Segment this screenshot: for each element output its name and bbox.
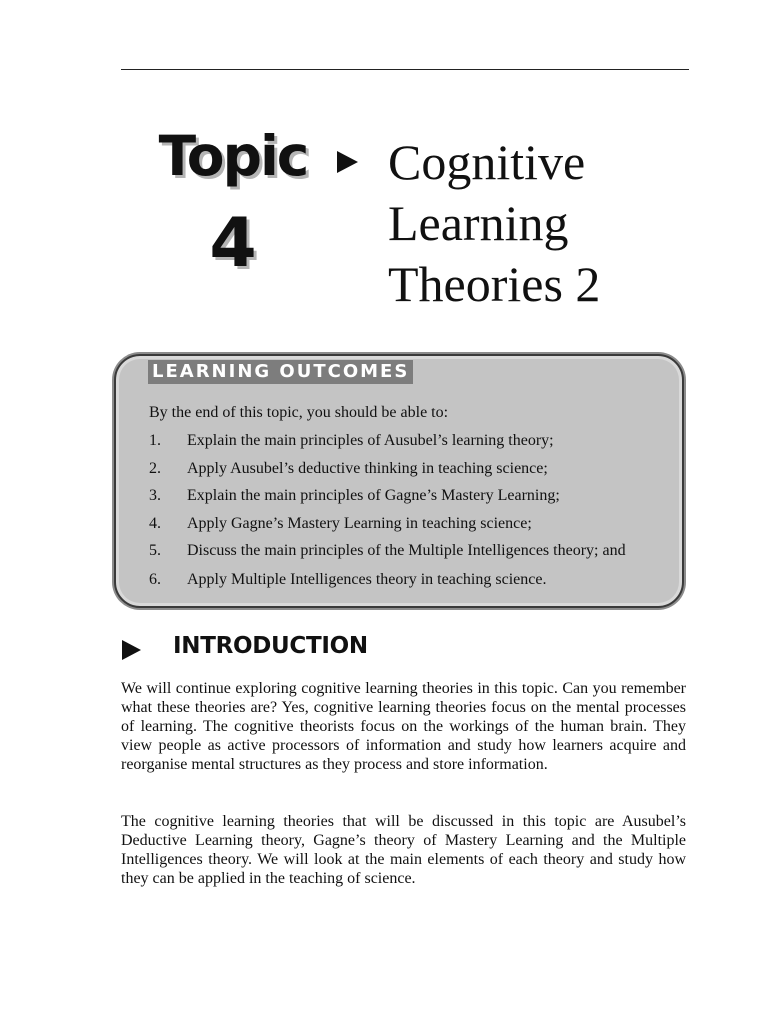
outcome-item [149, 432, 554, 450]
outcome-number: 1. [149, 432, 161, 449]
outcome-text: Discuss the main principles of the Multiple Intelligences theory; and [187, 542, 626, 559]
topic-label: Topic [158, 124, 308, 188]
outcome-text: Explain the main principles of Ausubel’s learning theory; [187, 432, 554, 449]
outcome-number: 6. [149, 571, 161, 588]
outcome-number: 4. [149, 515, 161, 532]
outcome-item [149, 487, 560, 505]
outcome-item [149, 571, 546, 589]
outcome-text: Explain the main principles of Gagne’s Mastery Learning; [187, 487, 560, 504]
learning-outcomes-box [114, 354, 684, 608]
chapter-title-line: Learning [388, 195, 569, 251]
outcome-item [149, 460, 548, 478]
learning-outcomes-intro: By the end of this topic, you should be able to: [149, 404, 449, 421]
outcome-item [149, 515, 532, 533]
chapter-title-line: Theories 2 [388, 256, 601, 312]
chapter-title-line: Cognitive [388, 134, 586, 190]
outcome-text: Apply Ausubel’s deductive thinking in teaching science; [187, 460, 548, 477]
topic-number: 4 [209, 204, 257, 283]
outcome-item [149, 542, 626, 560]
introduction-heading: INTRODUCTION [173, 633, 368, 659]
introduction-paragraph: The cognitive learning theories that will be discussed in this topic are Ausubel’s Deductive Learning theory, Gagne’s theory of Mastery Learning and the Multiple Intelligences theory. We will look at the main elements of each theory and study how they can be applied in the teaching of science. [121, 813, 686, 887]
introduction-paragraph: We will continue exploring cognitive learning theories in this topic. Can you remember what these theories are? Yes, cognitive learning theories focus on the mental processes of learning. The cognitive theorists focus on the workings of the human brain. They view people as active processors of information and study how learners acquire and reorganise mental structures as they process and store information. [121, 680, 686, 773]
outcome-text: Apply Multiple Intelligences theory in teaching science. [187, 571, 547, 588]
outcome-number: 5. [149, 542, 161, 559]
outcome-number: 3. [149, 487, 161, 504]
title-arrow-icon [337, 151, 358, 173]
section-arrow-icon [122, 640, 141, 660]
outcome-number: 2. [149, 460, 161, 477]
learning-outcomes-heading: LEARNING OUTCOMES [148, 360, 413, 384]
top-rule [121, 69, 689, 70]
chapter-title [388, 132, 718, 315]
outcome-text: Apply Gagne’s Mastery Learning in teaching science; [187, 515, 532, 532]
